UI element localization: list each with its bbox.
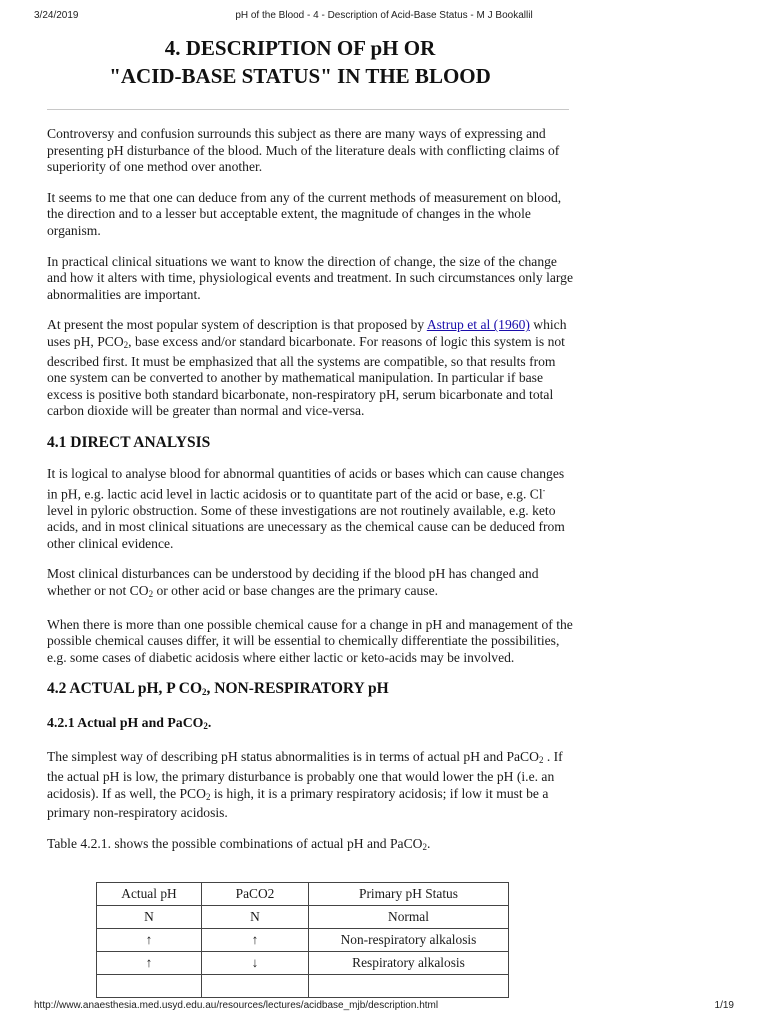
table-cell — [97, 975, 202, 998]
subsection-heading-actual-ph-paco2 — [47, 714, 573, 735]
table-header-cell: PaCO2 — [202, 883, 309, 906]
print-page-number: 1/19 — [714, 1000, 734, 1011]
page-title-line-2: "ACID-BASE STATUS" IN THE BLOOD — [109, 64, 491, 88]
paragraph-text: is high, it is a primary respiratory acidosis; if low it must be a primary non-respiratory acidosis. — [47, 785, 549, 821]
table-cell — [309, 975, 509, 998]
direct-analysis-paragraph-2 — [47, 566, 573, 602]
document-content — [47, 34, 573, 855]
table-row — [97, 906, 509, 929]
intro-paragraph-1: Controversy and confusion surrounds this subject as there are many ways of expressing and presenting pH disturbance of the blood. Much of the literature deals with conflicting claims of superiority of one method over another. — [47, 126, 560, 175]
page-title-line-1: 4. DESCRIPTION OF pH OR — [164, 36, 436, 60]
subscript: 2 — [422, 841, 427, 852]
heading-text: 4.2 ACTUAL pH, P CO — [47, 680, 203, 698]
subscript: 2 — [203, 721, 208, 732]
paragraph-text: level in pyloric obstruction. Some of these investigations are not routinely available, e.g. keto acids, and in most clinical situations are unecessary as the chemical cause can be deduced from other clinical evidence. — [47, 502, 565, 551]
table-row — [97, 975, 509, 998]
table-header-cell: Primary pH Status — [309, 883, 509, 906]
table-row — [97, 929, 509, 952]
intro-p4-text: , base excess and/or standard bicarbonate. For reasons of logic this system is not described first. It must be emphasized that all the systems are compatible, so that results from one system can be converted to another by mathematical manipulation. In particular if base excess is positive both standard bicarbonate, non-respiratory pH, serum bicarbonate and total carbon dioxide will be greater than normal and vice-versa. — [47, 333, 565, 419]
superscript: - — [542, 485, 546, 495]
heading-text: , NON-RESPIRATORY pH — [206, 680, 389, 698]
table-cell: ↑ — [97, 929, 202, 952]
table-cell — [202, 975, 309, 998]
actual-ph-paragraph-1 — [47, 749, 573, 821]
paragraph-text: Table 4.2.1. shows the possible combinations of actual pH and PaCO — [47, 835, 423, 851]
subscript: 2 — [202, 687, 207, 698]
paragraph-text: Most clinical disturbances can be understood by deciding if the blood pH has changed and whether or not CO — [47, 566, 539, 598]
print-page-title: pH of the Blood - 4 - Description of Acid-Base Status - M J Bookallil — [235, 10, 533, 21]
intro-paragraph-4 — [47, 317, 573, 420]
paragraph-text: . — [426, 835, 431, 851]
direct-analysis-paragraph-1 — [47, 466, 573, 553]
paragraph-text: It is logical to analyse blood for abnormal quantities of acids or bases which can cause changes in pH, e.g. lactic acid level in lactic acidosis or to quantitate part of the acid or base, e.g. Cl — [47, 465, 565, 502]
intro-p4-text: which uses pH, PCO — [47, 317, 567, 349]
subscript: 2 — [205, 791, 211, 802]
table-header-row — [97, 883, 509, 906]
table-cell: Non-respiratory alkalosis — [309, 929, 509, 952]
subscript: 2 — [148, 589, 154, 599]
page-title — [35, 34, 565, 90]
section-heading-actual-ph — [47, 679, 573, 702]
section-heading-direct-analysis: 4.1 DIRECT ANALYSIS — [47, 433, 211, 451]
subscript: 2 — [538, 755, 544, 766]
print-date: 3/24/2019 — [34, 10, 79, 21]
heading-text: . — [207, 715, 212, 731]
print-url: http://www.anaesthesia.med.usyd.edu.au/resources/lectures/acidbase_mjb/description.html — [34, 1000, 439, 1011]
ph-status-table — [96, 882, 509, 998]
table-header-cell: Actual pH — [97, 883, 202, 906]
heading-text: 4.2.1 Actual pH and PaCO — [47, 715, 204, 731]
table-row — [97, 952, 509, 975]
table-cell: ↑ — [202, 929, 309, 952]
table-cell: ↓ — [202, 952, 309, 975]
intro-p4-text: At present the most popular system of description is that proposed by — [47, 317, 427, 333]
intro-paragraph-2: It seems to me that one can deduce from any of the current methods of measurement on blood, the direction and to a lesser but acceptable extent, the magnitude of changes in the whole organism. — [47, 189, 562, 238]
paragraph-text: . If the actual pH is low, the primary disturbance is probably one that would lower the pH (i.e. an acidosis). If as well, the PCO — [47, 749, 563, 801]
astrup-reference-link[interactable]: Astrup et al (1960) — [426, 317, 530, 333]
table-cell: Respiratory alkalosis — [309, 952, 509, 975]
table-cell: Normal — [309, 906, 509, 929]
title-divider — [47, 109, 569, 110]
table-caption — [47, 836, 573, 856]
paragraph-text: or other acid or base changes are the primary cause. — [153, 583, 439, 598]
table-cell: N — [97, 906, 202, 929]
table-cell: N — [202, 906, 309, 929]
intro-paragraph-3: In practical clinical situations we want to know the direction of change, the size of the change and how it alters with time, physiological events and treatment. In such circumstances only large abnormalities are important. — [47, 253, 573, 302]
subscript: 2 — [123, 339, 129, 350]
paragraph-text: The simplest way of describing pH status abnormalities is in terms of actual pH and PaCO — [47, 749, 539, 765]
direct-analysis-paragraph-3: When there is more than one possible chemical cause for a change in pH and management of the possible chemical causes differ, it will be essential to chemically differentiate the possibilities, e.g. some cases of diabetic acidosis where either lactic or keto-acids may be involved. — [47, 616, 573, 665]
table-cell: ↑ — [97, 952, 202, 975]
